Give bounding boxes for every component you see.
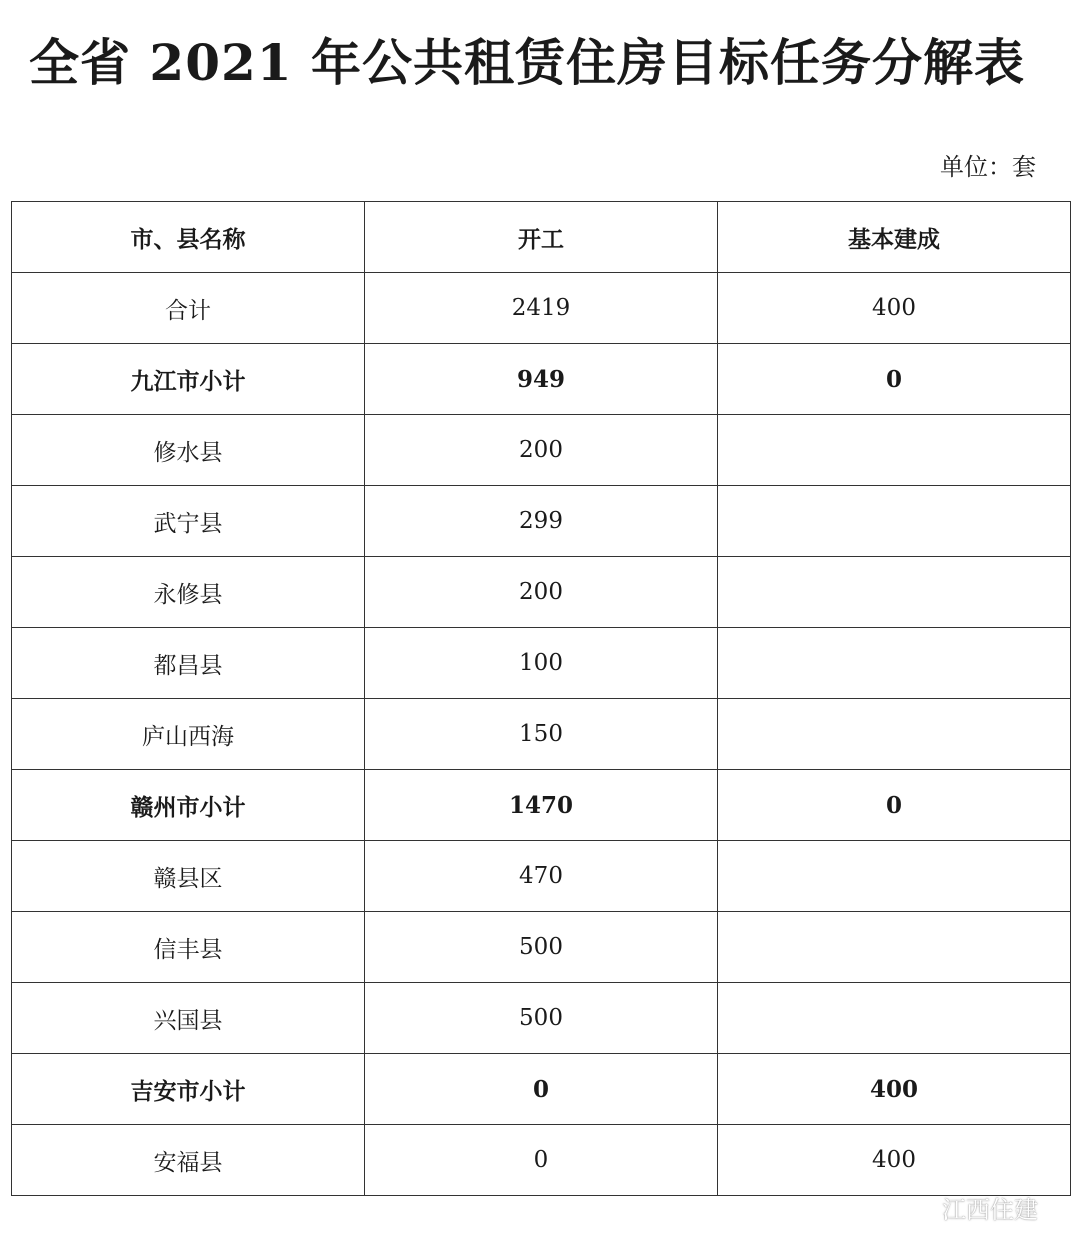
cell-start: 0 — [365, 1054, 718, 1125]
cell-name: 修水县 — [12, 415, 365, 486]
cell-complete — [718, 415, 1071, 486]
wechat-icon — [906, 1195, 936, 1221]
table-row — [12, 699, 1071, 770]
table-row — [12, 770, 1071, 841]
table-row — [12, 415, 1071, 486]
cell-start: 0 — [365, 1125, 718, 1196]
cell-name: 吉安市小计 — [12, 1054, 365, 1125]
cell-start: 500 — [365, 912, 718, 983]
table-row — [12, 486, 1071, 557]
cell-complete: 400 — [718, 1125, 1071, 1196]
table-row — [12, 1054, 1071, 1125]
cell-name: 武宁县 — [12, 486, 365, 557]
cell-start: 1470 — [365, 770, 718, 841]
cell-name: 赣县区 — [12, 841, 365, 912]
cell-start: 470 — [365, 841, 718, 912]
cell-complete — [718, 557, 1071, 628]
header-complete: 基本建成 — [718, 202, 1071, 273]
cell-complete — [718, 841, 1071, 912]
table-row — [12, 841, 1071, 912]
unit-label: 单位：套 — [940, 153, 1036, 181]
cell-name: 兴国县 — [12, 983, 365, 1054]
cell-start: 2419 — [365, 273, 718, 344]
table-row — [12, 1125, 1071, 1196]
cell-start: 200 — [365, 415, 718, 486]
table-row — [12, 628, 1071, 699]
cell-name: 九江市小计 — [12, 344, 365, 415]
document-title: 全省 2021 年公共租赁住房目标任务分解表 — [29, 33, 1025, 92]
cell-start: 150 — [365, 699, 718, 770]
cell-start: 200 — [365, 557, 718, 628]
cell-name: 都昌县 — [12, 628, 365, 699]
cell-start: 500 — [365, 983, 718, 1054]
header-start: 开工 — [365, 202, 718, 273]
cell-complete: 0 — [718, 344, 1071, 415]
table-body — [12, 273, 1071, 1196]
cell-complete: 0 — [718, 770, 1071, 841]
cell-complete — [718, 983, 1071, 1054]
header-name: 市、县名称 — [12, 202, 365, 273]
table-row — [12, 557, 1071, 628]
cell-complete — [718, 912, 1071, 983]
table-row — [12, 273, 1071, 344]
task-table — [11, 201, 1071, 1196]
cell-complete: 400 — [718, 1054, 1071, 1125]
cell-complete — [718, 486, 1071, 557]
cell-name: 信丰县 — [12, 912, 365, 983]
cell-name: 安福县 — [12, 1125, 365, 1196]
table-header-row — [12, 202, 1071, 273]
cell-start: 299 — [365, 486, 718, 557]
cell-complete — [718, 699, 1071, 770]
cell-name: 永修县 — [12, 557, 365, 628]
cell-name: 合计 — [12, 273, 365, 344]
cell-complete — [718, 628, 1071, 699]
cell-start: 949 — [365, 344, 718, 415]
watermark — [906, 1190, 1038, 1225]
cell-name: 赣州市小计 — [12, 770, 365, 841]
watermark-text: 江西住建 — [942, 1196, 1038, 1224]
cell-start: 100 — [365, 628, 718, 699]
table-row — [12, 983, 1071, 1054]
table-row — [12, 344, 1071, 415]
cell-name: 庐山西海 — [12, 699, 365, 770]
cell-complete: 400 — [718, 273, 1071, 344]
table-row — [12, 912, 1071, 983]
